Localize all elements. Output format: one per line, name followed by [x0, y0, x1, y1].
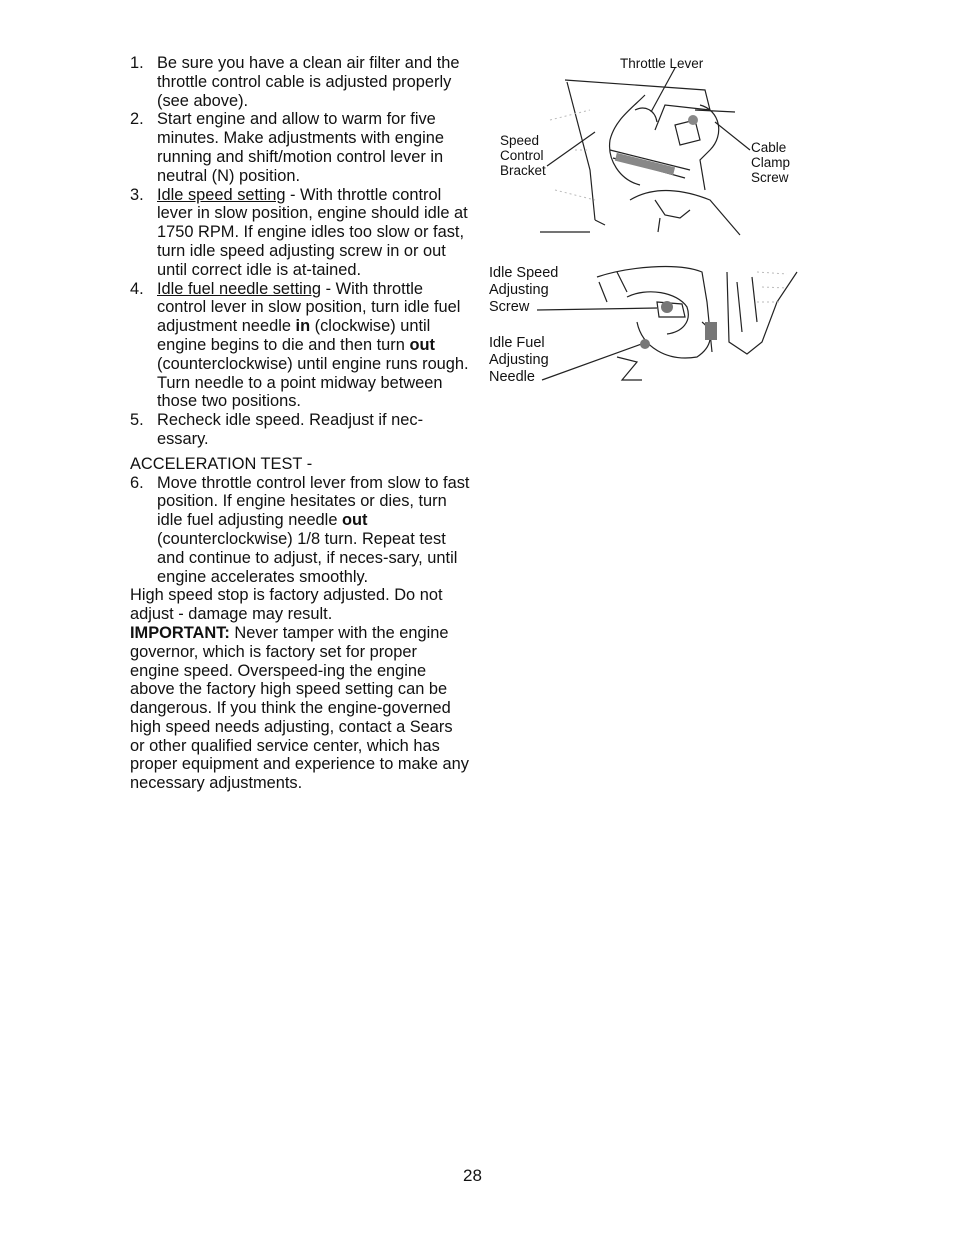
step-body: (counterclockwise) until engine runs rough. Turn needle to a point midway between those two positions. [157, 354, 469, 411]
important-text: Never tamper with the engine governor, which is factory set for proper engine speed. Overspeed-ing the engine above the factory high speed setting can be dangerous. If you think the engine-governed high speed needs adjusting, contact a Sears or other qualified service center, which has proper equipment and experience to make any necessary adjustments. [130, 623, 469, 793]
step-text: Recheck idle speed. Readjust if nec-essary. [157, 411, 424, 448]
instructions-column [130, 54, 470, 793]
step-body: - With throttle control lever in slow position, engine should idle at 1750 RPM. If engine idles too slow or fast, turn idle speed adjusting screw in or out until correct idle is at-tained. [157, 185, 468, 279]
emphasis-out: out [342, 511, 368, 530]
label-line: Screw [751, 170, 789, 185]
label-line: Adjusting [489, 352, 549, 368]
label-line: Adjusting [489, 282, 549, 298]
label-speed-control-bracket [500, 133, 546, 178]
important-paragraph [130, 624, 470, 793]
step-text: Start engine and allow to warm for five minutes. Make adjustments with engine running and shift/motion control lever in neutral (N) position. [157, 110, 444, 185]
label-line: Idle Speed [489, 265, 559, 281]
label-cable-clamp-screw [751, 140, 790, 185]
step-5 [130, 411, 470, 449]
step-title: Idle speed setting [157, 185, 286, 204]
step-number: 1. [130, 54, 144, 72]
acceleration-heading: ACCELERATION TEST - [130, 454, 313, 473]
step-number: 3. [130, 185, 144, 204]
step-text: Be sure you have a clean air filter and the throttle control cable is adjusted properly (see above). [157, 54, 460, 110]
step-6 [130, 474, 470, 587]
step-4 [130, 280, 470, 412]
step-3 [130, 186, 470, 280]
page-number: 28 [463, 1166, 482, 1185]
step-number: 2. [130, 110, 144, 129]
step-body: Move throttle control lever from slow to fast position. If engine hesitates or dies, turn idle fuel adjusting needle [157, 473, 470, 530]
figure-carburetor-adjustments [487, 262, 807, 392]
step-number: 6. [130, 473, 144, 492]
step-text [157, 280, 470, 412]
step-title: Idle fuel needle setting [157, 279, 322, 298]
high-speed-note: High speed stop is factory adjusted. Do not adjust - damage may result. [130, 586, 443, 624]
label-idle-fuel-needle [489, 335, 549, 386]
step-text [157, 186, 470, 280]
label-line: Needle [489, 369, 535, 385]
step-1 [130, 54, 470, 110]
step-body: (clockwise) until engine begins to die and then turn [157, 317, 431, 354]
step-body: - With throttle control lever in slow position, turn idle fuel adjustment needle [157, 279, 461, 336]
label-line: Bracket [500, 163, 546, 178]
emphasis-out: out [409, 335, 435, 354]
step-number: 4. [130, 279, 144, 298]
label-line: Idle Fuel [489, 335, 545, 351]
label-line: Cable [751, 140, 787, 155]
step-body: (counterclockwise) 1/8 turn. Repeat test and continue to adjust, if neces-sary, until engine accelerates smoothly. [157, 529, 458, 586]
label-line: Screw [489, 299, 530, 315]
label-line: Clamp [751, 155, 791, 170]
step-number: 5. [130, 411, 144, 430]
figure-throttle-assembly [495, 50, 815, 245]
emphasis-in: in [295, 317, 311, 336]
label-idle-speed-screw [489, 265, 558, 316]
important-label: IMPORTANT: [130, 623, 230, 642]
label-line: Control [500, 148, 544, 163]
label-line: Speed [500, 133, 540, 148]
step-2 [130, 110, 470, 185]
step-text [157, 474, 470, 587]
label-throttle-lever: Throttle Lever [620, 56, 704, 71]
